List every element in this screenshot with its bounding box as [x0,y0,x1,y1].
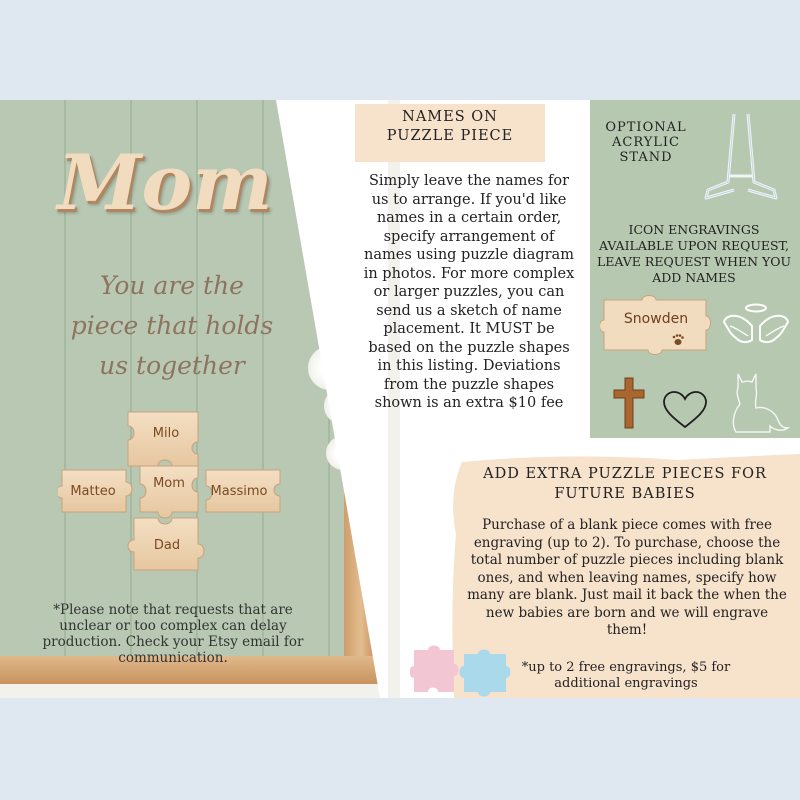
decorative-puzzle-pieces [410,640,514,698]
acrylic-stand-icon [700,110,784,204]
tagline-line-3: us together [99,351,245,380]
extra-section-body: Purchase of a blank piece comes with free engraving (up to 2). To purchase, choose the total number of puzzle pieces including blank ones, and when leaving names, specify how many are blank. Just mail it back the when the new babies are born and we will engrave them! [467,517,787,638]
heart-icon [662,390,708,430]
puzzle-name-bottom: Dad [153,538,181,553]
stand-section-title: OPTIONAL ACRYLIC STAND [605,120,687,165]
puzzle-name-top: Milo [152,426,180,441]
cross-icon [612,376,646,430]
production-note: *Please note that requests that are unclear or too complex can delay production. Check your Etsy email for communication. [42,602,304,666]
tagline-line-2: piece that holds [70,311,274,340]
tagline-line-1: You are the [100,271,244,300]
extra-section-footnote: *up to 2 free engravings, $5 for additional engravings [521,660,731,691]
names-section-title: NAMES ON PUZZLE PIECE [386,109,514,144]
pink-puzzle-piece [410,646,459,693]
cat-icon [724,370,792,436]
engraved-tagline [52,266,292,386]
mom-cutout-word: Mom [57,138,273,227]
blue-puzzle-piece [460,650,511,697]
angel-wings-icon [722,302,790,356]
icons-section-title: ICON ENGRAVINGS AVAILABLE UPON REQUEST, LEAVE REQUEST WHEN YOU ADD NAMES [596,222,792,285]
extra-section-title: ADD EXTRA PUZZLE PIECES FOR FUTURE BABIES [483,466,767,502]
sample-engraved-name: Snowden [623,311,689,327]
puzzle-name-center: Mom [153,476,185,491]
names-section-body: Simply leave the names for us to arrange. If you'd like names in a certain order, specify arrangement of names using puzzle diagram in photos. For more complex or larger puzzles, you can send us a sketch of name placement. It MUST be based on the puzzle shapes in this listing. Deviations from the puzzle shapes shown is an extra $10 fee [363,173,575,411]
puzzle-cross [58,410,288,585]
puzzle-name-left: Matteo [70,484,116,499]
puzzle-name-right: Massimo [210,484,268,499]
